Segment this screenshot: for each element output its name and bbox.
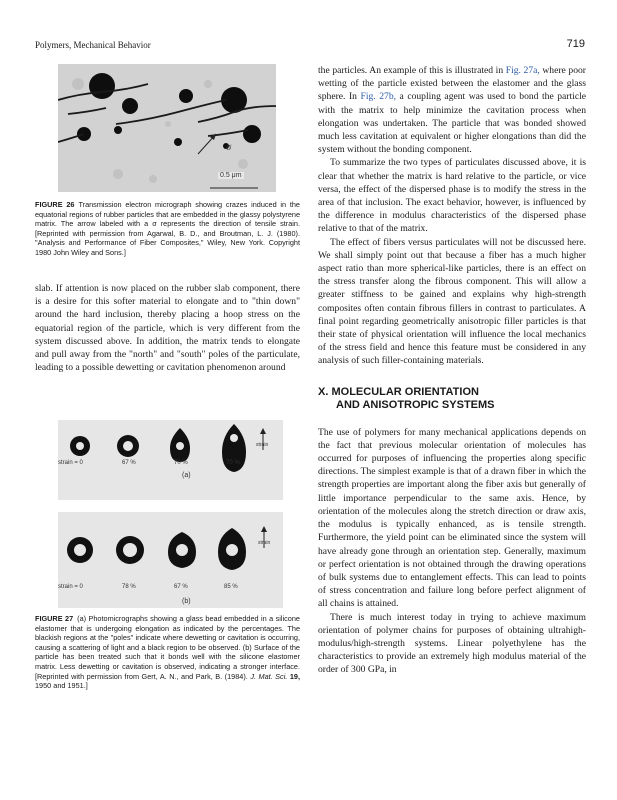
bead-strain-67 [117, 435, 139, 457]
journal-name: J. Mat. Sci. [250, 671, 288, 681]
section-title-1: MOLECULAR ORIENTATION [331, 385, 479, 398]
figure-26-micrograph [58, 64, 276, 192]
label-27b-3: 85 % [224, 584, 238, 590]
right-paragraph-1 [318, 64, 586, 156]
right-para1-c: a coupling agent was used to bond the particle with the matrix to help minimize the cavitation process when elongation was undertaken. The particle that was bonded showed much less cavitation at equivalent or higher elongations than did the system without the bonding component. [318, 91, 587, 156]
figure-27-caption [35, 614, 300, 691]
figure-26-caption-body: Transmission electron micrograph showing crazes induced in the equatorial regions of rubber particles that are embedded in the glassy polystyrene matrix. The arrow labeled with a σ represents the direction of tensile strain. [Reprinted with permission from Agarwal, B. D., and Broutman, L. J. (1980). "Analysis and Performance of Fiber Composites," Wiley, New York. Copyright 1980 John Wiley and Sons.] [35, 200, 300, 257]
sigma-label: σ [226, 142, 232, 153]
label-27b-1: 78 % [122, 584, 136, 590]
left-paragraph-1: slab. If attention is now placed on the rubber slab component, there is a desire for this softer material to elongate and to "thin down" around the hard inclusion, thereby placing a hoop stress on the equatorial region of the particle, which is very different from the system discussed above. In addition, the matrix tends to elongate and pull away from the "north" and "south" poles of the particulate, leading to a possible dewetting or cavitation phenomenon around [35, 283, 300, 374]
panel-label-a: (a) [182, 472, 191, 479]
figure-27-caption-text [35, 614, 300, 691]
right-paragraph-3: The effect of fibers versus particulates will not be discussed here. We shall simply point out that because a fiber has a much higher aspect ratio than more spherical-like particles, there is an effect on the stress transfer along the fibrous component. This will allow a greater stiffness to be gained and explains why high-strength composites often contain fibrous fillers in contrast to particulates. A final point regarding geometrically anisotropic filler particles is that their state of physical orientation will influence the local mechanics of the stress field and hence this feature must be considered in any analysis of such filler-containing materials. [318, 236, 586, 367]
figure-26-caption-text [35, 200, 300, 258]
bead-b-strain-0 [67, 537, 93, 563]
bead-b-strain-78 [116, 536, 144, 564]
figure-26-caption [35, 200, 300, 258]
fig-27b-link[interactable]: Fig. 27b, [360, 91, 397, 103]
bead-strain-0 [70, 436, 90, 456]
right-para1-a: the particles. An example of this is illustrated in [318, 65, 504, 76]
page-number: 719 [566, 38, 585, 50]
section-number: X. [318, 385, 329, 398]
right-column [318, 64, 586, 677]
figure-27b-photos [58, 512, 283, 608]
running-head: Polymers, Mechanical Behavior [35, 40, 151, 50]
figure-27a [58, 420, 283, 500]
journal-volume: 19, [289, 671, 301, 681]
strain-label-a: strain [256, 442, 269, 448]
right-paragraph-5: There is much interest today in trying to achieve maximum orientation of polymer chains for purposes of obtaining ultrahigh-modulus/high-strength systems. Linear polyethylene has the characteristics to provide an extremely high modulus material of the order of 300 GPa, in [318, 611, 586, 676]
label-27a-2: 70 % [174, 460, 188, 466]
label-27b-2: 67 % [174, 584, 188, 590]
right-paragraph-2: To summarize the two types of particulates discussed above, it is clear that whether the matrix is hard relative to the particle, or vice versa, the effect of the dispersed phase is to modify the stress in the area of that inclusion. The exact behavior, however, is influenced by the difference in modulus characteristics of the dispersed phase relative to that of the matrix. [318, 157, 586, 235]
section-heading-line-1 [318, 386, 586, 399]
section-title-2: AND ANISOTROPIC SYSTEMS [336, 398, 495, 411]
left-column-text [35, 282, 300, 374]
journal-pages: 1950 and 1951.] [35, 681, 88, 691]
figure-27a-photos [58, 420, 283, 500]
fig-27a-link[interactable]: Fig. 27a, [505, 65, 540, 76]
label-27a-1: 67 % [122, 460, 136, 466]
figure-27b [58, 512, 283, 608]
scale-label: 0.5 μm [220, 172, 242, 179]
figure-27-label: FIGURE 27 [35, 614, 74, 623]
label-27a-3: 70 % [226, 460, 240, 466]
right-paragraph-4: The use of polymers for many mechanical applications depends on the fact that previous molecular orientation of molecules has occurred for purposes of influencing the properties along specific directions. The simplest example is that of a drawn fiber in which the strength properties are important along the fiber axis but generally of little importance perpendicular to the same axis. Hence, by orientation of the molecules along the stretch direction or draw axis, the modulus is typically enhanced, as is tensile strength. Furthermore, the yield point can be eliminated since the system will have already gone through an orientation step. Generally, maximum or perfect orientation is not obtained through the drawing operations of bulk systems due to entanglement effects. This can lead to points of stress concentration and failure long before perfect alignment of all chains is attained. [318, 426, 586, 610]
panel-label-b: (b) [182, 598, 191, 605]
section-heading [318, 386, 586, 412]
label-27a-0: strain = 0 [58, 460, 83, 466]
figure-27-caption-body: (a) Photomicrographs showing a glass bead embedded in a silicone elastomer that is undergoing elongation as indicated by the percentages. The blackish regions at the "poles" indicate where dewetting or cavitation is occurring, causing a scattering of light and a black region to be observed. (b) Surface of the particle has been treated such that it bonds well with the silicone elastomer matrix. Less dewetting or cavitation is observed, indicating a stronger interface. [Reprinted with permission from Gert, A. N., and Park, B. (1984). [35, 614, 300, 681]
strain-label-b: strain [258, 540, 271, 546]
right-para1-b: where poor wetting of the particle existed between the elastomer and the glass sphere. In [318, 65, 586, 103]
label-27b-0: strain = 0 [58, 584, 83, 590]
figure-26-label: FIGURE 26 [35, 200, 75, 209]
